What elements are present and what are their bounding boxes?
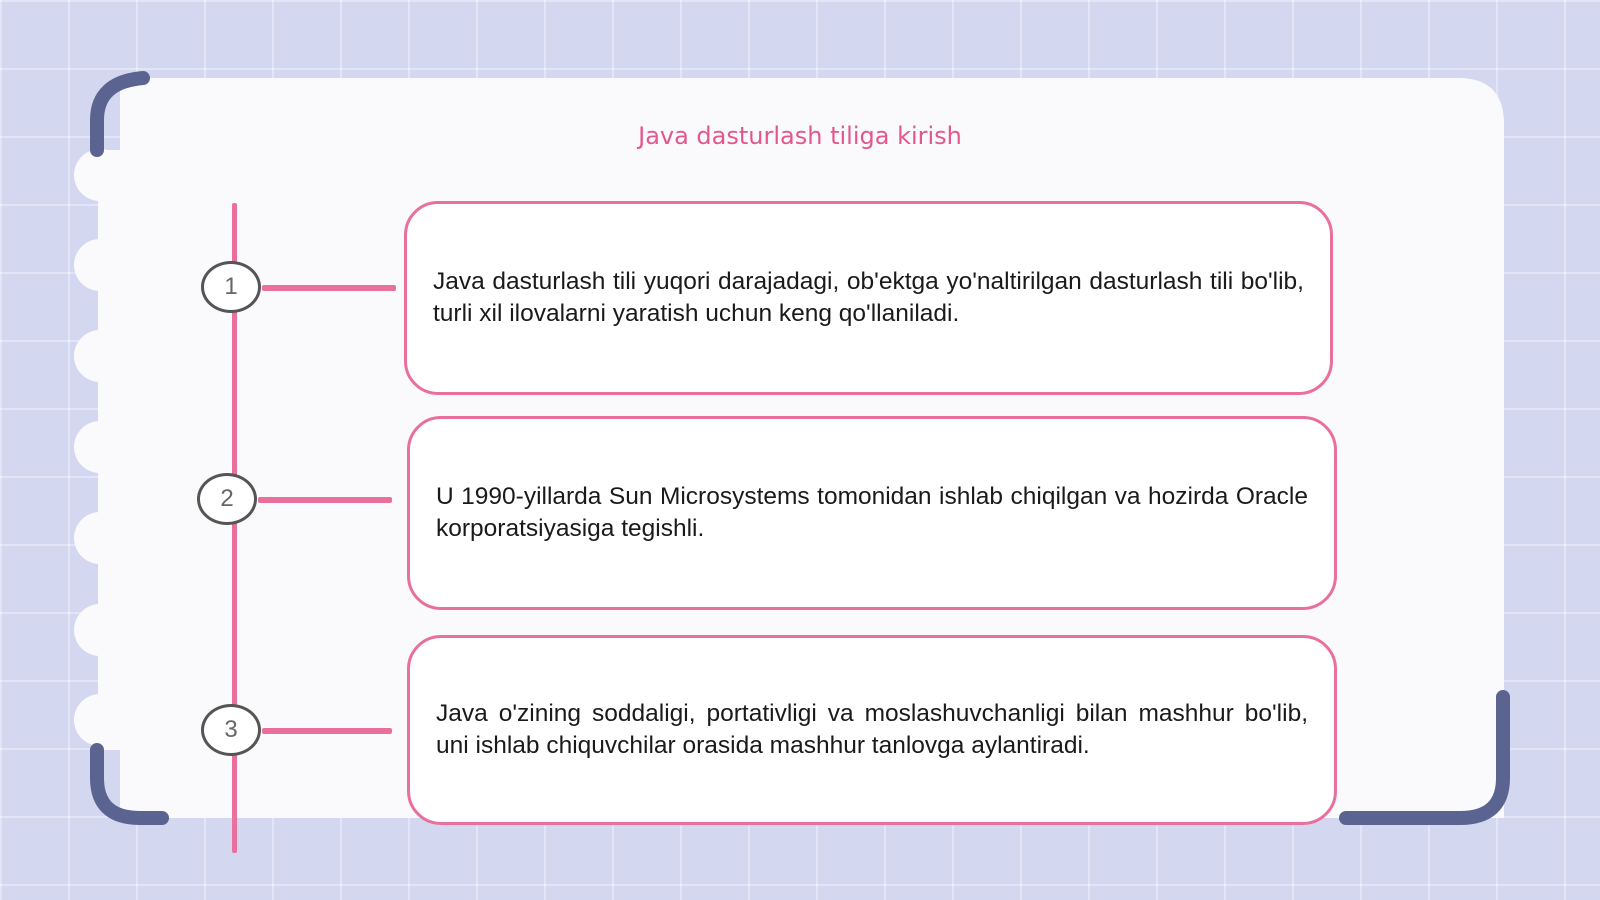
connector-2	[258, 497, 392, 503]
connector-3	[262, 728, 392, 734]
step-text-1: Java dasturlash tili yuqori darajadagi, ob'ektga yo'naltirilgan dasturlash tili bo'lib, turli xil ilovalarni yaratish uchun keng qo'llaniladi.	[433, 268, 1304, 327]
step-number-1: 1	[201, 261, 261, 313]
connector-1	[262, 285, 396, 291]
step-card-1	[404, 201, 1333, 395]
step-number-2: 2	[197, 473, 257, 525]
step-text-2: U 1990-yillarda Sun Microsystems tomonidan ishlab chiqilgan va hozirda Oracle korporatsiyasiga tegishli.	[436, 483, 1308, 542]
step-text-3: Java o'zining soddaligi, portativligi va moslashuvchanligi bilan mashhur bo'lib, uni ishlab chiquvchilar orasida mashhur tanlovga aylantiradi.	[436, 700, 1308, 759]
step-number-3: 3	[201, 704, 261, 756]
step-card-2	[407, 416, 1337, 610]
step-card-3	[407, 635, 1337, 825]
page-title: Java dasturlash tiliga kirish	[638, 122, 962, 150]
